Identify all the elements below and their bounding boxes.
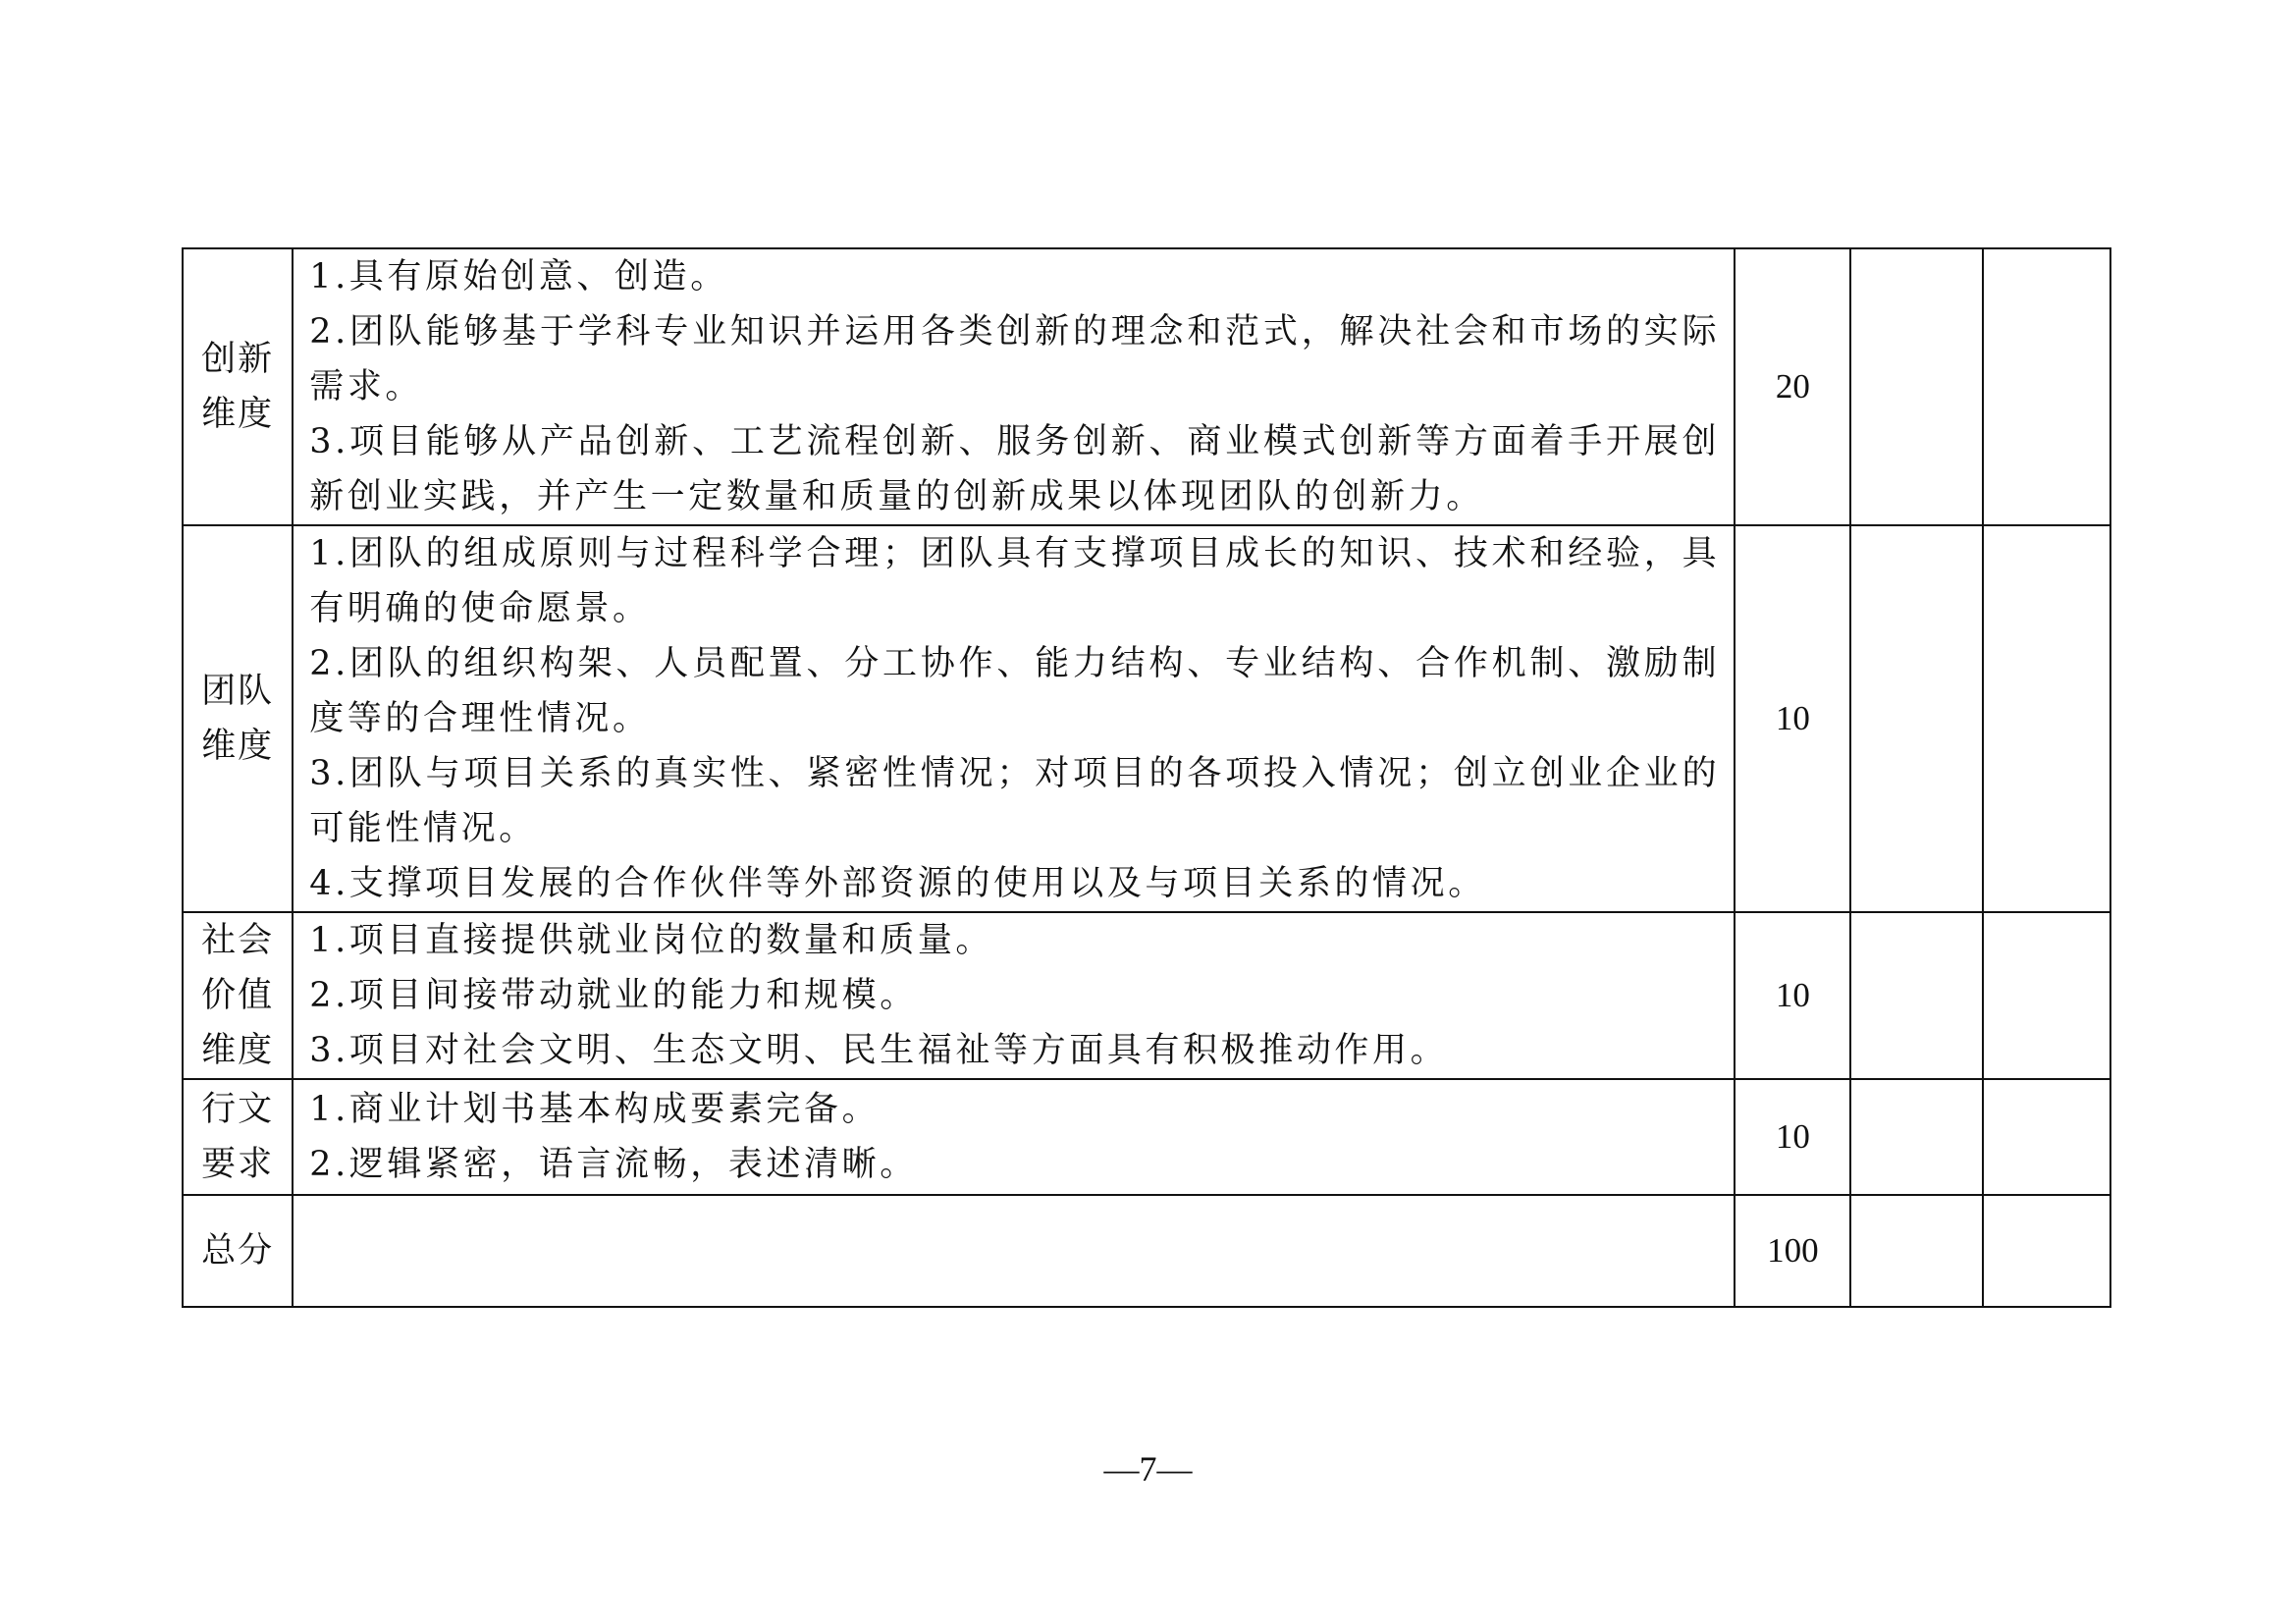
- criteria-item: 4.支撑项目发展的合作伙伴等外部资源的使用以及与项目关系的情况。: [309, 864, 1486, 903]
- criteria-item: 3.团队与项目关系的真实性、紧密性情况；对项目的各项投入情况；创立创业企业的可能性情况。: [309, 754, 1721, 848]
- dimension-label: 创新维度: [201, 340, 275, 434]
- dimension-cell: [183, 248, 293, 525]
- scoring-table: [182, 247, 2111, 1308]
- table-row-innovation: [183, 248, 2110, 525]
- blank-cell: [1850, 525, 1982, 912]
- criteria-item: 2.团队能够基于学科专业知识并运用各类创新的理念和范式，解决社会和市场的实际需求。: [309, 312, 1721, 406]
- score-cell: 20: [1735, 248, 1850, 525]
- dimension-cell: [183, 912, 293, 1079]
- total-score-cell: 100: [1735, 1195, 1850, 1307]
- table-row-writing: [183, 1079, 2110, 1195]
- blank-cell: [1850, 248, 1982, 525]
- blank-cell: [1983, 1195, 2110, 1307]
- dimension-cell: [183, 1079, 293, 1195]
- dimension-label: 行文要求: [201, 1090, 275, 1184]
- table-row-social-value: [183, 912, 2110, 1079]
- score-cell: 10: [1735, 912, 1850, 1079]
- criteria-item: 3.项目能够从产品创新、工艺流程创新、服务创新、商业模式创新等方面着手开展创新创业实践，并产生一定数量和质量的创新成果以体现团队的创新力。: [309, 422, 1721, 516]
- table-row-team: [183, 525, 2110, 912]
- table-row-total: [183, 1195, 2110, 1307]
- blank-cell: [1983, 912, 2110, 1079]
- dimension-label: 团队维度: [201, 672, 275, 766]
- criteria-cell: [293, 248, 1735, 525]
- criteria-cell: [293, 525, 1735, 912]
- score-cell: 10: [1735, 525, 1850, 912]
- blank-cell: [1850, 1195, 1982, 1307]
- criteria-item: 2.团队的组织构架、人员配置、分工协作、能力结构、专业结构、合作机制、激励制度等的合理性情况。: [309, 644, 1721, 738]
- blank-cell: [1983, 248, 2110, 525]
- criteria-item: 1.团队的组成原则与过程科学合理；团队具有支撑项目成长的知识、技术和经验，具有明确的使命愿景。: [309, 534, 1721, 628]
- criteria-item: 1.商业计划书基本构成要素完备。: [309, 1090, 881, 1129]
- criteria-item: 1.具有原始创意、创造。: [309, 257, 728, 297]
- criteria-cell: [293, 1195, 1735, 1307]
- criteria-item: 1.项目直接提供就业岗位的数量和质量。: [309, 921, 994, 960]
- blank-cell: [1850, 912, 1982, 1079]
- dimension-label: 总分: [201, 1231, 275, 1271]
- blank-cell: [1983, 525, 2110, 912]
- blank-cell: [1850, 1079, 1982, 1195]
- dimension-cell: [183, 1195, 293, 1307]
- criteria-cell: [293, 912, 1735, 1079]
- criteria-item: 2.项目间接带动就业的能力和规模。: [309, 976, 918, 1015]
- criteria-item: 2.逻辑紧密，语言流畅，表述清晰。: [309, 1145, 918, 1184]
- blank-cell: [1983, 1079, 2110, 1195]
- page-number: —7—: [1103, 1449, 1193, 1489]
- criteria-item: 3.项目对社会文明、生态文明、民生福祉等方面具有积极推动作用。: [309, 1031, 1449, 1070]
- criteria-cell: [293, 1079, 1735, 1195]
- dimension-cell: [183, 525, 293, 912]
- score-cell: 10: [1735, 1079, 1850, 1195]
- dimension-label: 社会价值维度: [201, 921, 275, 1070]
